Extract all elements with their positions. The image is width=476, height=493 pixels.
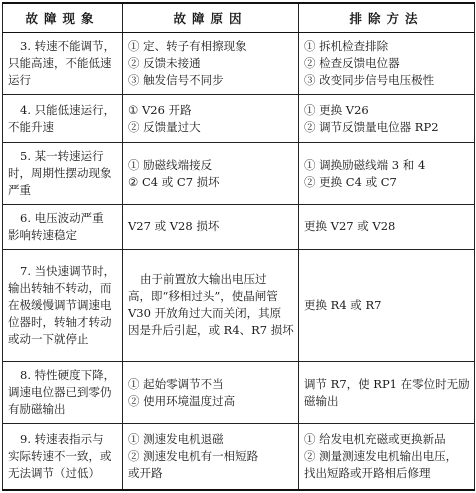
symptom-line: 时，周期性摆动现象 <box>8 166 112 181</box>
symptom-line: 不能升速 <box>8 119 54 134</box>
remedy-line: 调节 R7，使 RP1 在零位时无励 <box>304 376 470 391</box>
cause-line: 由于前置放大输出电压过 <box>140 272 267 287</box>
cell-remedy <box>299 362 475 424</box>
fault-table <box>2 2 475 491</box>
symptom-line: 3. 转速不能调节， <box>20 38 116 53</box>
cell-symptom <box>3 143 123 205</box>
header-symptom: 故障现象 <box>3 3 123 33</box>
cause-line: V30 开放角过大而关闭，其原 <box>128 306 282 321</box>
cause-line: 或开路 <box>128 466 163 481</box>
remedy-line: ① 调换励磁线端 3 和 4 <box>304 157 426 172</box>
symptom-line: 影响转速稳定 <box>8 227 77 242</box>
header-cause: 故障原因 <box>123 3 299 33</box>
cell-symptom <box>3 424 123 490</box>
cause-line: ① 励磁线端接反 <box>128 157 213 172</box>
cell-remedy <box>299 94 475 143</box>
symptom-line: 或动一下就停止 <box>8 331 89 346</box>
symptom-line: 实际转速不一致，或 <box>8 449 112 464</box>
symptom-line: 位器时，转轴才转动 <box>8 314 112 329</box>
cell-symptom <box>3 249 123 362</box>
cell-cause <box>123 424 299 490</box>
remedy-line: ① 给发电机充磁或更换新品 <box>304 432 446 447</box>
table-row <box>3 249 475 362</box>
cell-cause <box>123 362 299 424</box>
cell-remedy <box>299 424 475 490</box>
cause-line: ② 反馈未接通 <box>128 55 201 70</box>
symptom-line: 4. 只能低速运行， <box>20 102 116 117</box>
cause-line: 高，即“移相过头”，使晶闸管 <box>128 289 278 304</box>
symptom-line: 输出转轴不转动，而 <box>8 280 112 295</box>
cause-line: ① V26 开路 <box>128 102 192 117</box>
cell-symptom <box>3 33 123 95</box>
remedy-line: ② 检查反馈电位器 <box>304 55 400 70</box>
cell-cause <box>123 143 299 205</box>
cause-line: ① 定、转子有相擦现象 <box>128 38 247 53</box>
table-row <box>3 94 475 143</box>
remedy-line: ③ 改变同步信号电压极性 <box>304 72 435 87</box>
table-row <box>3 205 475 249</box>
symptom-line: 有励磁输出 <box>8 402 66 417</box>
symptom-line: 调速电位器已到零仍 <box>8 385 112 400</box>
cause-line: ③ 触发信号不同步 <box>128 72 224 87</box>
cause-line: V27 或 V28 损坏 <box>128 219 220 234</box>
symptom-line: 只能高速，不能低速 <box>8 55 112 70</box>
cell-cause <box>123 205 299 249</box>
cell-symptom <box>3 205 123 249</box>
cell-symptom <box>3 94 123 143</box>
table-row <box>3 424 475 490</box>
cell-symptom <box>3 362 123 424</box>
header-remedy: 排除方法 <box>299 3 475 33</box>
cell-cause <box>123 249 299 362</box>
symptom-line: 8. 特性硬度下降， <box>20 368 116 383</box>
remedy-line: ① 拆机检查排除 <box>304 38 389 53</box>
symptom-line: 严重 <box>8 183 31 198</box>
table-row <box>3 143 475 205</box>
cell-remedy <box>299 205 475 249</box>
cause-line: ① 测速发电机退磁 <box>128 432 224 447</box>
symptom-line: 5. 某一转速运行 <box>20 149 104 164</box>
remedy-line: 更换 V27 或 V28 <box>304 219 396 234</box>
cause-line: ① 起始零调节不当 <box>128 376 224 391</box>
table-header-row <box>3 3 475 33</box>
symptom-line: 运行 <box>8 72 31 87</box>
cause-line: ② 测速发电机有一相短路 <box>128 449 259 464</box>
cause-line: 因是升后引起，或 R4、R7 损坏 <box>128 323 294 338</box>
remedy-line: 更换 R4 或 R7 <box>304 297 382 312</box>
symptom-line: 9. 转速表指示与 <box>20 432 104 447</box>
remedy-line: ① 更换 V26 <box>304 102 369 117</box>
cause-line: ② 使用环境温度过高 <box>128 393 236 408</box>
table-body <box>3 33 475 491</box>
cause-line: ② 反馈量过大 <box>128 119 201 134</box>
symptom-line: 无法调节（过低） <box>8 466 100 481</box>
symptom-line: 6. 电压波动严重 <box>20 210 104 225</box>
table-row <box>3 33 475 95</box>
remedy-line: ② 测量测速发电机输出电压， <box>304 449 458 464</box>
cell-remedy <box>299 33 475 95</box>
remedy-line: 磁输出 <box>304 393 339 408</box>
cell-cause <box>123 94 299 143</box>
remedy-line: ② 调节反馈量电位器 RP2 <box>304 119 439 134</box>
table-row <box>3 362 475 424</box>
cell-cause <box>123 33 299 95</box>
symptom-line: 在极缓慢调节调速电 <box>8 297 112 312</box>
remedy-line: 找出短路或开路相后修理 <box>304 466 431 481</box>
cell-remedy <box>299 143 475 205</box>
symptom-line: 7. 当快速调节时， <box>20 263 116 278</box>
cell-remedy <box>299 249 475 362</box>
remedy-line: ② 更换 C4 或 C7 <box>304 174 397 189</box>
cause-line: ② C4 或 C7 损坏 <box>128 174 220 189</box>
